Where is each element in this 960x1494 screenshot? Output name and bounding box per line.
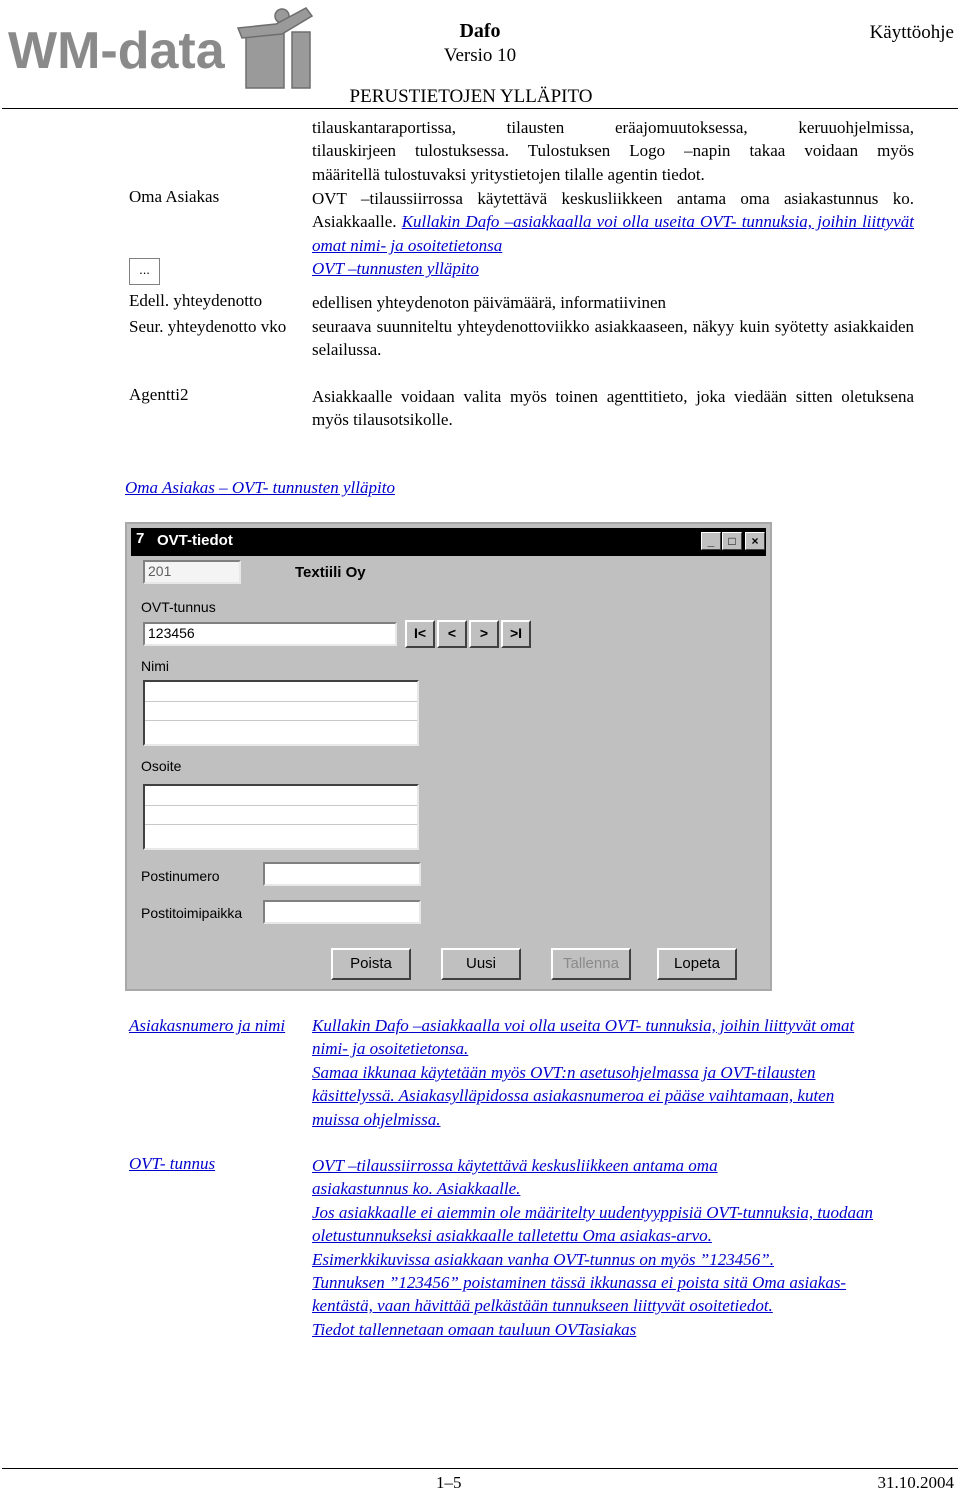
dialog-titlebar [131,528,766,556]
customer-name-label: Textiili Oy [295,564,366,581]
field-desc-next-contact: seuraava suunniteltu yhteydenottoviikko asiakkaaseen, näkyy kuin syötetty asiakkaiden selailussa. [312,317,914,360]
nav-next-button[interactable]: > [469,620,499,648]
field-desc-oma-asiakas [312,187,914,281]
document-type: Käyttöohje [869,22,954,43]
maximize-icon[interactable]: □ [722,532,742,550]
name-input[interactable] [143,680,419,746]
desc-body-customer-number [312,1014,872,1131]
desc-line[interactable]: Kullakin Dafo –asiakkaalla voi olla useita OVT- tunnuksia, joihin liittyvät omat nimi- ja osoitetietonsa. [312,1016,855,1059]
postal-code-input[interactable] [263,862,421,886]
desc-body-ovt-code [312,1154,916,1341]
ovt-code-label: OVT-tunnus [141,599,216,615]
intro-line: tilauskirjeen tulostuksessa. Tulostuksen Logo –napin takaa voidaan myös [312,141,914,161]
minimize-icon[interactable]: _ [701,532,721,550]
section-heading: PERUSTIETOJEN YLLÄPITO [349,86,593,107]
desc-line[interactable]: Esimerkkikuvissa asiakkaan vanha OVT-tunnus on myös ”123456”. [312,1249,774,1269]
address-input[interactable] [143,784,419,850]
document-title: Dafo [459,20,501,42]
close-button[interactable]: Lopeta [657,948,737,980]
name-label: Nimi [141,658,169,674]
app-icon: 7 [136,530,145,547]
field-desc-agent2: Asiakkaalle voidaan valita myös toinen agenttitieto, joka viedään sitten oletuksena myös tilausotsikolle. [312,387,914,430]
post-office-input[interactable] [263,900,421,924]
field-label-oma-asiakas: Oma Asiakas [129,187,220,206]
desc-term-customer-number[interactable]: Asiakasnumero ja nimi [129,1016,286,1035]
nav-prev-button[interactable]: < [437,620,467,648]
document-version: Versio 10 [443,45,517,66]
close-icon[interactable]: × [745,532,765,550]
intro-paragraph [312,116,914,186]
dialog-title: OVT-tiedot [157,532,233,549]
delete-button[interactable]: Poista [331,948,411,980]
postal-code-label: Postinumero [141,868,220,884]
desc-line[interactable]: Tunnuksen ”123456” poistaminen tässä ikkunassa ei poista sitä Oma asiakas-kentästä, vaan hävittää pelkästään tunnukseen liittyvät osoitetiedot. [312,1273,847,1316]
desc-line[interactable]: Jos asiakkaalle ei aiemmin ole määritelty uudentyyppisiä OVT-tunnuksia, tuodaan oletustunnukseksi asiakkaalle talletettu Oma asiakas-arvo. [312,1202,874,1246]
address-label: Osoite [141,758,182,774]
ovt-info-link[interactable]: Kullakin Dafo –asiakkaalla voi olla useita OVT- tunnuksia, joihin liittyvät omat nimi- ja osoitetietonsa [312,212,915,255]
nav-first-button[interactable]: I< [405,620,435,648]
post-office-label: Postitoimipaikka [141,905,243,921]
ovt-section-link[interactable]: Oma Asiakas – OVT- tunnusten ylläpito [125,478,395,497]
field-label-prev-contact: Edell. yhteydenotto [129,291,263,310]
ovt-details-dialog [125,522,772,991]
intro-line: tilauskantaraportissa, tilausten eräajomuutoksessa, keruuohjelmissa, [312,118,914,137]
logo-text: WM-data [8,22,225,80]
ovt-maintenance-link[interactable]: OVT –tunnusten ylläpito [312,259,479,279]
customer-number-field: 201 [143,560,241,584]
field-desc-prev-contact: edellisen yhteydenoton päivämäärä, informatiivinen [312,293,667,312]
field-desc-text: OVT –tilaussiirrossa käytettävä keskusliikkeen antama oma asiakastunnus ko. Asiakkaalle. [312,189,914,232]
footer-divider [2,1468,958,1469]
desc-term-ovt-code[interactable]: OVT- tunnus [129,1154,216,1173]
desc-line[interactable]: Tiedot tallennetaan omaan tauluun OVTasiakas [312,1319,637,1339]
field-label-agent2: Agentti2 [129,385,189,404]
intro-line: määritellä tulostuvaksi yritystietojen tilalle agentin tiedot. [312,164,705,184]
desc-line[interactable]: OVT –tilaussiirrossa käytettävä keskusliikkeen antama oma asiakastunnus ko. Asiakkaalle. [312,1156,718,1199]
header-divider [2,108,958,109]
field-label-next-contact: Seur. yhteydenotto vko [129,317,287,336]
desc-line[interactable]: Samaa ikkunaa käytetään myös OVT:n asetusohjelmassa ja OVT-tilausten käsittelyssä. Asiakasylläpidossa asiakasnumeroa ei pääse vaihtamaan, kuten muissa ohjelmissa. [312,1062,835,1129]
ovt-lookup-button[interactable]: ... [129,258,160,285]
new-button[interactable]: Uusi [441,948,521,980]
save-button[interactable]: Tallenna [551,948,631,980]
footer-date: 31.10.2004 [877,1473,954,1492]
ovt-code-input[interactable]: 123456 [143,622,397,646]
page-number: 1–5 [436,1473,462,1492]
nav-last-button[interactable]: >I [501,620,531,648]
